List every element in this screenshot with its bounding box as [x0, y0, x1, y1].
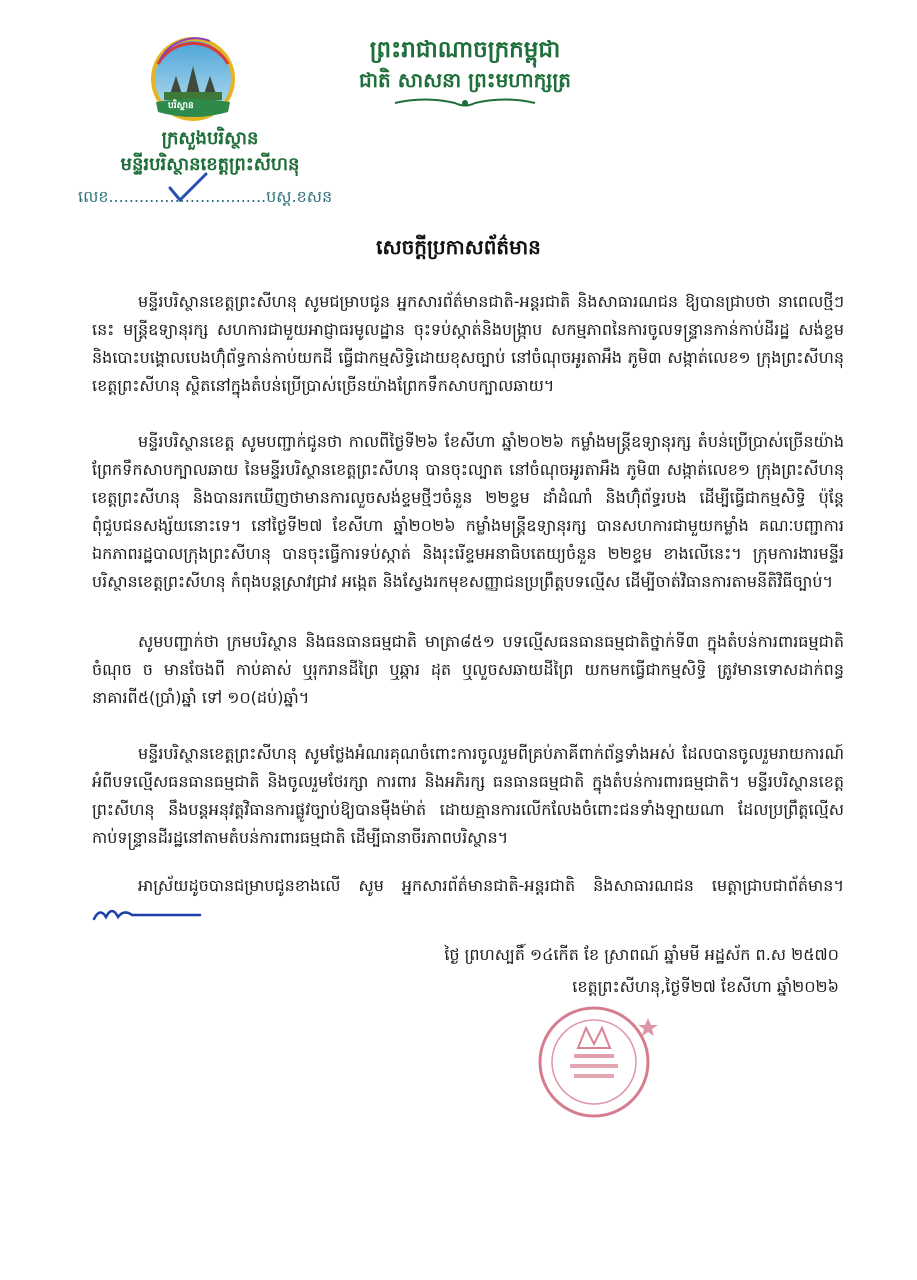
paragraph-text: មន្ទីរបរិស្ថានខេត្តព្រះសីហនុ សូមថ្លែងអំណរគុណចំពោះការចូលរួមពីគ្រប់ភាគីពាក់ព័ន្ធទាំងអស់ ដែលបានចូលរួមរាយការណ៍អំពីបទល្មើសធនធានធម្មជាតិ និងចូលរួមថែរក្សា ការពារ និងអភិរក្ស ធនធានធម្មជាតិ ក្នុងតំបន់ការពារធម្មជាតិ។ មន្ទីរបរិស្ថានខេត្តព្រះសីហនុ នឹងបន្តអនុវត្តវិធានការផ្លូវច្បាប់ឱ្យបានម៉ឺងម៉ាត់ ដោយគ្មានការលើកលែងចំពោះជនទាំងឡាយណា ដែលប្រព្រឹត្តល្មើស កាប់ទន្ទ្រានដីរដ្ឋនៅតាមតំបន់ការពារធម្មជាតិ ដើម្បីធានាចីរភាពបរិស្ថាន។: [92, 744, 844, 847]
ministry-header: [60, 126, 360, 178]
department-name: មន្ទីរបរិស្ថានខេត្តព្រះសីហនុ: [120, 154, 300, 175]
reference-label: លេខ...............................បស្ត.ខសន: [78, 187, 333, 206]
official-seal-icon: [508, 998, 680, 1118]
body-paragraph-5: [92, 872, 844, 928]
checkmark-icon: [166, 170, 210, 206]
ministry-name: ក្រសួងបរិស្ថាន: [161, 128, 259, 149]
logo-caption: បរិស្ថាន: [168, 101, 194, 111]
body-paragraph-4: [92, 740, 844, 852]
paragraph-text: មន្ទីរបរិស្ថានខេត្ត សូមបញ្ជាក់ជូនថា កាលពីថ្ងៃទី២៦ ខែសីហា ឆ្នាំ២០២៦ កម្លាំងមន្ត្រីឧទ្យានុរក្ស តំបន់ប្រើប្រាស់ច្រើនយ៉ាងព្រែកទឹកសាបក្បាលឆាយ នៃមន្ទីរបរិស្ថានខេត្តព្រះសីហនុ បានចុះល្បាត នៅចំណុចអូរតាអឹង ភូមិ៣ សង្កាត់លេខ១ ក្រុងព្រះសីហនុ ខេត្តព្រះសីហនុ និងបានរកឃើញថាមានការលួចសង់ខ្ទមថ្មីៗចំនួន ២២ខ្ទម ដាំដំណាំ និងហ៊ុំព័ទ្ធរបង ដើម្បីធ្វើជាកម្មសិទ្ធិ ប៉ុន្តែពុំជួបជនសង្ស័យនោះទេ។ នៅថ្ងៃទី២៧ ខែសីហា ឆ្នាំ២០២៦ កម្លាំងមន្ត្រីឧទ្យានុរក្ស បានសហការជាមួយកម្លាំង គណៈបញ្ជាការឯកភាពរដ្ឋបាលក្រុងព្រះសីហនុ បានចុះធ្វើការទប់ស្កាត់ និងរុះរើខ្ទមអនាធិបតេយ្យចំនួន ២២ខ្ទម ខាងលើនេះ។ ក្រុមការងារមន្ទីរបរិស្ថានខេត្តព្រះសីហនុ កំពុងបន្តស្រាវជ្រាវ អង្កេត និងស្វែងរកមុខសញ្ញាជនប្រព្រឹត្តបទល្មើស ដើម្បីចាត់វិធានការតាមនីតិវិធីច្បាប់។: [92, 432, 844, 591]
body-paragraph-2: [92, 428, 844, 596]
handwritten-initial-icon: [92, 901, 202, 927]
paragraph-text: សូមបញ្ជាក់ថា ក្រមបរិស្ថាន និងធនធានធម្មជាតិ មាត្រា៨៥១ បទល្មើសធនធានធម្មជាតិថ្នាក់ទី៣ ក្នុងតំបន់ការពារធម្មជាតិ ចំណុច ច មានចែងពី កាប់គាស់ ឬរុករានដីព្រៃ ឬឆ្ការ ដុត ឬលួចសឆាយដីព្រៃ យកមកធ្វើជាកម្មសិទ្ធិ ត្រូវមានទោសដាក់ពន្ធនាគារពី៥(ប្រាំ)ឆ្នាំ ទៅ ១០(ដប់)ឆ្នាំ។: [92, 632, 844, 707]
place-and-date: ខេត្តព្រះសីហនុ,ថ្ងៃទី២៧ ខែសីហា ឆ្នាំ២០២៦: [572, 977, 839, 996]
lunar-date: ថ្ងៃ ព្រហស្បតិ៍ ១៤កើត ខែ ស្រាពណ៍ ឆ្នាំមមី អដ្ឋស័ក ព.ស ២៥៧០: [444, 945, 839, 964]
document-title: សេចក្តីប្រកាសព័ត៌មាន: [376, 235, 541, 259]
ornament-divider-icon: [385, 96, 545, 110]
kingdom-header: [330, 34, 600, 114]
paragraph-text: មន្ទីរបរិស្ថានខេត្តព្រះសីហនុ សូមជម្រាបជូន អ្នកសារព័ត៌មានជាតិ-អន្តរជាតិ និងសាធារណជន ឱ្យបានជ្រាបថា នាពេលថ្មីៗនេះ មន្ត្រីឧទ្យានុរក្ស សហការជាមួយអាជ្ញាធរមូលដ្ឋាន ចុះទប់ស្កាត់និងបង្ក្រាប សកម្មភាពនៃការចូលទន្ទ្រានកាន់កាប់ដីរដ្ឋ សង់ខ្ទម និងបោះបង្គោលបេងហ៊ុំព័ទ្ធកាន់កាប់យកដី ធ្វើជាកម្មសិទ្ធិដោយខុសច្បាប់ នៅចំណុចអូរតាអឹង ភូមិ៣ សង្កាត់លេខ១ ក្រុងព្រះសីហនុ ខេត្តព្រះសីហនុ ស្ថិតនៅក្នុងតំបន់ប្រើប្រាស់ច្រើនយ៉ាងព្រែកទឹកសាបក្បាលឆាយ។: [92, 292, 844, 395]
motto-line: ជាតិ សាសនា ព្រះមហាក្សត្រ: [359, 68, 571, 92]
paragraph-text: អាស្រ័យដូចបានជម្រាបជូនខាងលើ សូម អ្នកសារព័ត៌មានជាតិ-អន្តរជាតិ និងសាធារណជន មេត្តាជ្រាបជាព័ត៌មាន។: [138, 876, 844, 895]
kingdom-line: ព្រះរាជាណាចក្រកម្ពុជា: [369, 37, 561, 63]
body-paragraph-3: [92, 628, 844, 712]
body-paragraph-1: [92, 288, 844, 400]
